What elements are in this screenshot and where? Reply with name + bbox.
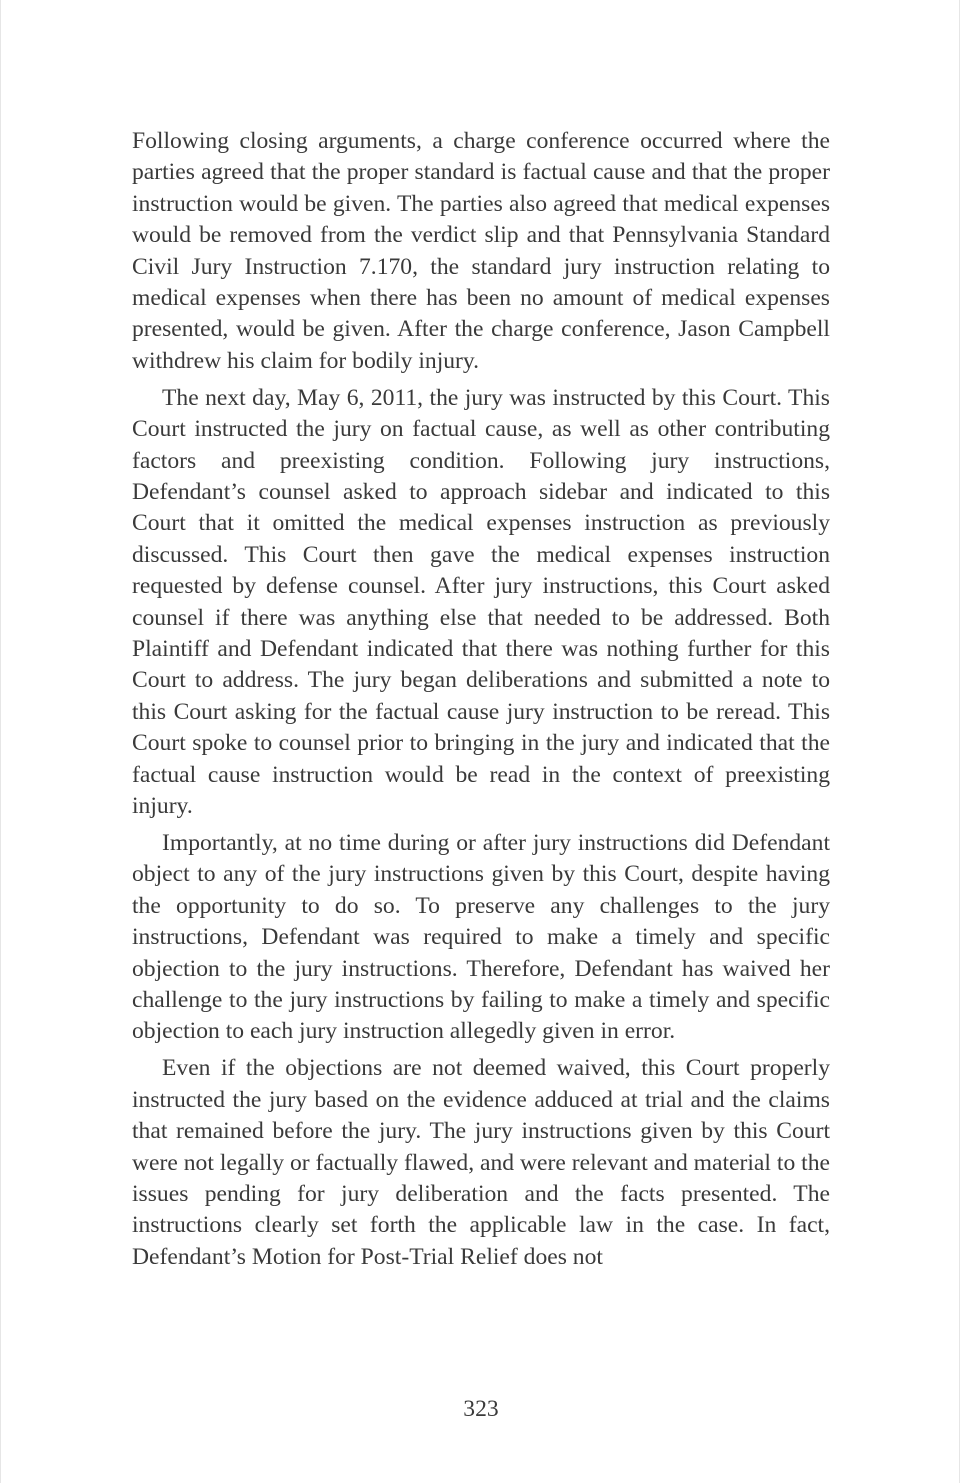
paragraph-jury-instructed: The next day, May 6, 2011, the jury was instructed by this Court. This Court instructed the jury on factual cause, as well as other contributing factors and preexisting condition. Following jury instructions, Defendant’s counsel asked to approach sidebar and indicated to this Court that it omitted the medical expenses instruction as previously discussed. This Court then gave the medical expenses instruction requested by defense counsel. After jury instructions, this Court asked counsel if there was anything else that needed to be addressed. Both Plaintiff and Defendant indicated that there was nothing further for this Court to address. The jury began deliberations and submitted a note to this Court asking for the factual cause jury instruction to be reread. This Court spoke to counsel prior to bringing in the jury and indicated that the factual cause instruction would be read in the context of preexisting injury. [132,384,830,820]
body-text [132,126,830,1279]
paragraph-not-waived: Even if the objections are not deemed waived, this Court properly instructed the jury based on the evidence adduced at trial and the claims that remained before the jury. The jury instructions given by this Court were not legally or factually flawed, and were relevant and material to the issues pending for jury deliberation and the facts presented. The instructions clearly set forth the applicable law in the case. In fact, Defendant’s Motion for Post-Trial Relief does not [132,1055,830,1270]
paragraph-no-objection: Importantly, at no time during or after jury instructions did Defendant object to any of the jury instructions given by this Court, despite having the opportunity to do so. To preserve any challenges to the jury instructions, Defendant was required to make a timely and specific objection to the jury instructions. Therefore, Defendant has waived her challenge to the jury instructions by failing to make a timely and specific objection to each jury instruction allegedly given in error. [132,829,830,1045]
paragraph-charge-conference: Following closing arguments, a charge conference occurred where the parties agreed that the proper standard is factual cause and that the proper instruction would be given. The parties also agreed that medical expenses would be removed from the verdict slip and that Pennsylvania Standard Civil Jury Instruction 7.170, the standard jury instruction relating to medical expenses when there has been no amount of medical expenses presented, would be given. After the charge conference, Jason Campbell withdrew his claim for bodily injury. [132,128,830,374]
page-number: 323 [463,1396,499,1422]
